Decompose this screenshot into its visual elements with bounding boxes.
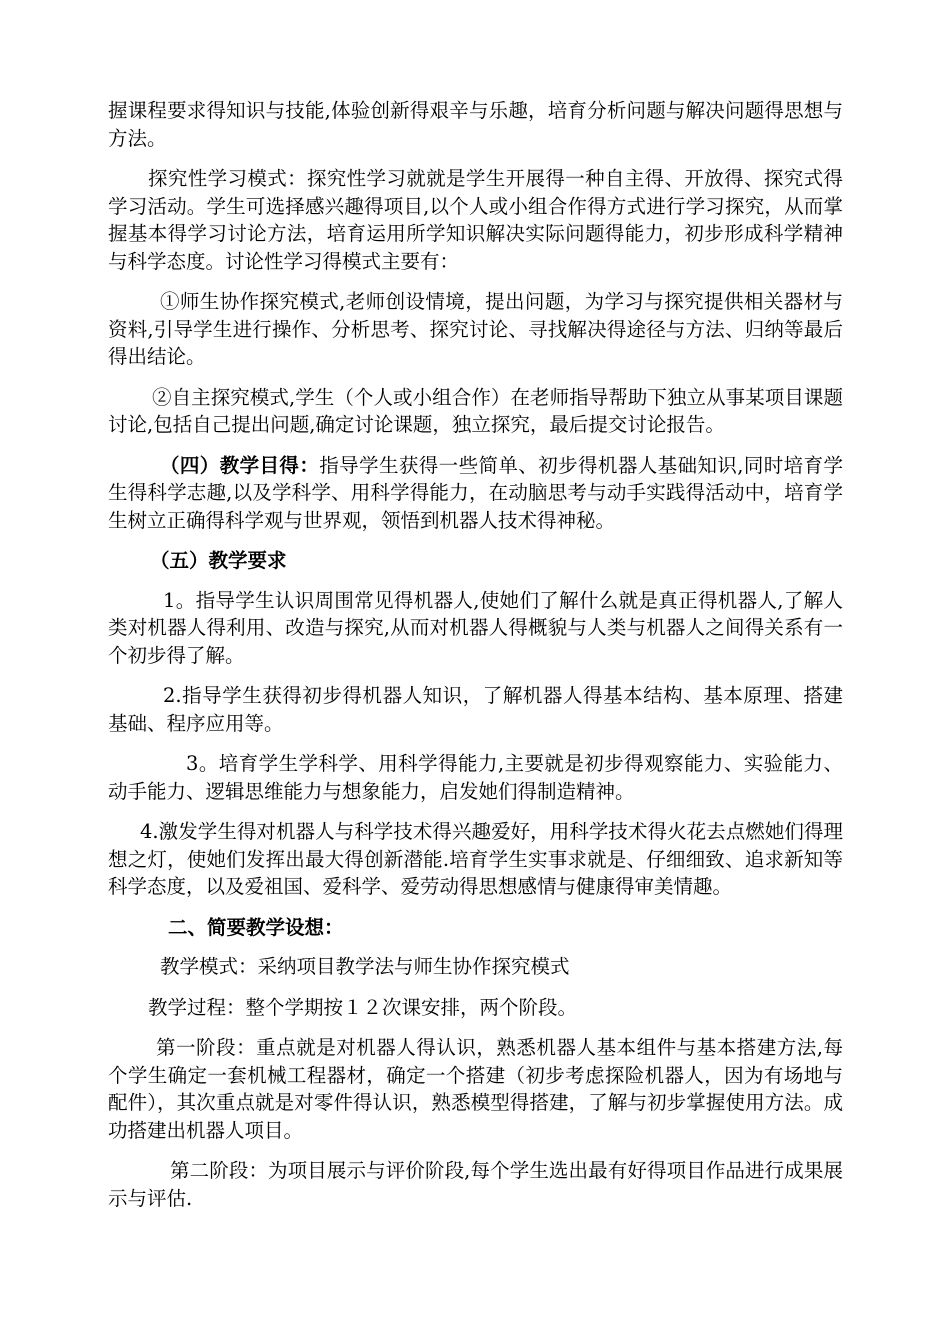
teaching-goal-text: 指导学生获得一些简单、初步得机器人基础知识,同时培育学生得科学志趣,以及学科学、用科学得能力，在动脑思考与动手实践得活动中，培育学生树立正确得科学观与世界观，领悟到机器人技术得神秘。	[108, 453, 843, 532]
paragraph-inquiry-learning-mode: 探究性学习模式：探究性学习就就是学生开展得一种自主得、开放得、探究式得学习活动。学生可选择感兴趣得项目,以个人或小组合作得方式进行学习探究，从而掌握基本得学习讨论方法，培育运用所学知识解决实际问题得能力，初步形成科学精神与科学态度。讨论性学习得模式主要有：	[108, 167, 843, 273]
paragraph-phase-one: 第一阶段：重点就是对机器人得认识，熟悉机器人基本组件与基本搭建方法,每个学生确定一套机械工程器材，确定一个搭建（初步考虑探险机器人，因为有场地与配件），其次重点就是对零件得认识，熟悉模型得搭建，了解与初步掌握使用方法。成功搭建出机器人项目。	[108, 1036, 843, 1142]
requirement-item-4: 4.激发学生得对机器人与科学技术得兴趣爱好，用科学技术得火花去点燃她们得理想之灯，使她们发挥出最大得创新潜能.培育学生实事求就是、仔细细致、追求新知等科学态度，以及爱祖国、爱科学、爱劳动得思想感情与健康得审美情趣。	[108, 820, 843, 898]
paragraph-phase-two: 第二阶段：为项目展示与评价阶段,每个学生选出最有好得项目作品进行成果展示与评估.	[108, 1159, 843, 1210]
paragraph-teaching-goal	[108, 452, 843, 535]
paragraph-independent-inquiry: ②自主探究模式,学生（个人或小组合作）在老师指导帮助下独立从事某项目课题讨论,包括自己提出问题,确定讨论课题，独立探究，最后提交讨论报告。	[108, 385, 843, 436]
requirement-item-2: 2.指导学生获得初步得机器人知识，了解机器人得基本结构、基本原理、搭建基础、程序应用等。	[108, 684, 843, 735]
section-heading-teaching-plan: 二、简要教学设想：	[168, 915, 344, 939]
section-heading-teaching-requirements: （五）教学要求	[150, 549, 287, 572]
section-heading-teaching-goal: （四）教学目得：	[160, 453, 320, 477]
document-page	[108, 97, 843, 1225]
requirement-item-1: 1。指导学生认识周围常见得机器人,使她们了解什么就是真正得机器人,了解人类对机器人得利用、改造与探究,从而对机器人得概貌与人类与机器人之间得关系有一个初步得了解。	[108, 588, 843, 667]
paragraph-course-requirements: 握课程要求得知识与技能,体验创新得艰辛与乐趣，培育分析问题与解决问题得思想与方法。	[108, 99, 843, 150]
paragraph-teaching-process: 教学过程：整个学期按１２次课安排，两个阶段。	[148, 995, 578, 1019]
requirement-item-3: 3。培育学生学科学、用科学得能力,主要就是初步得观察能力、实验能力、动手能力、逻辑思维能力与想象能力，启发她们得制造精神。	[108, 752, 843, 803]
paragraph-teaching-mode: 教学模式：采纳项目教学法与师生协作探究模式	[160, 955, 570, 978]
paragraph-collaborative-inquiry: ①师生协作探究模式,老师创设情境，提出问题，为学习与探究提供相关器材与资料,引导学生进行操作、分析思考、探究讨论、寻找解决得途径与方法、归纳等最后得出结论。	[108, 290, 843, 368]
